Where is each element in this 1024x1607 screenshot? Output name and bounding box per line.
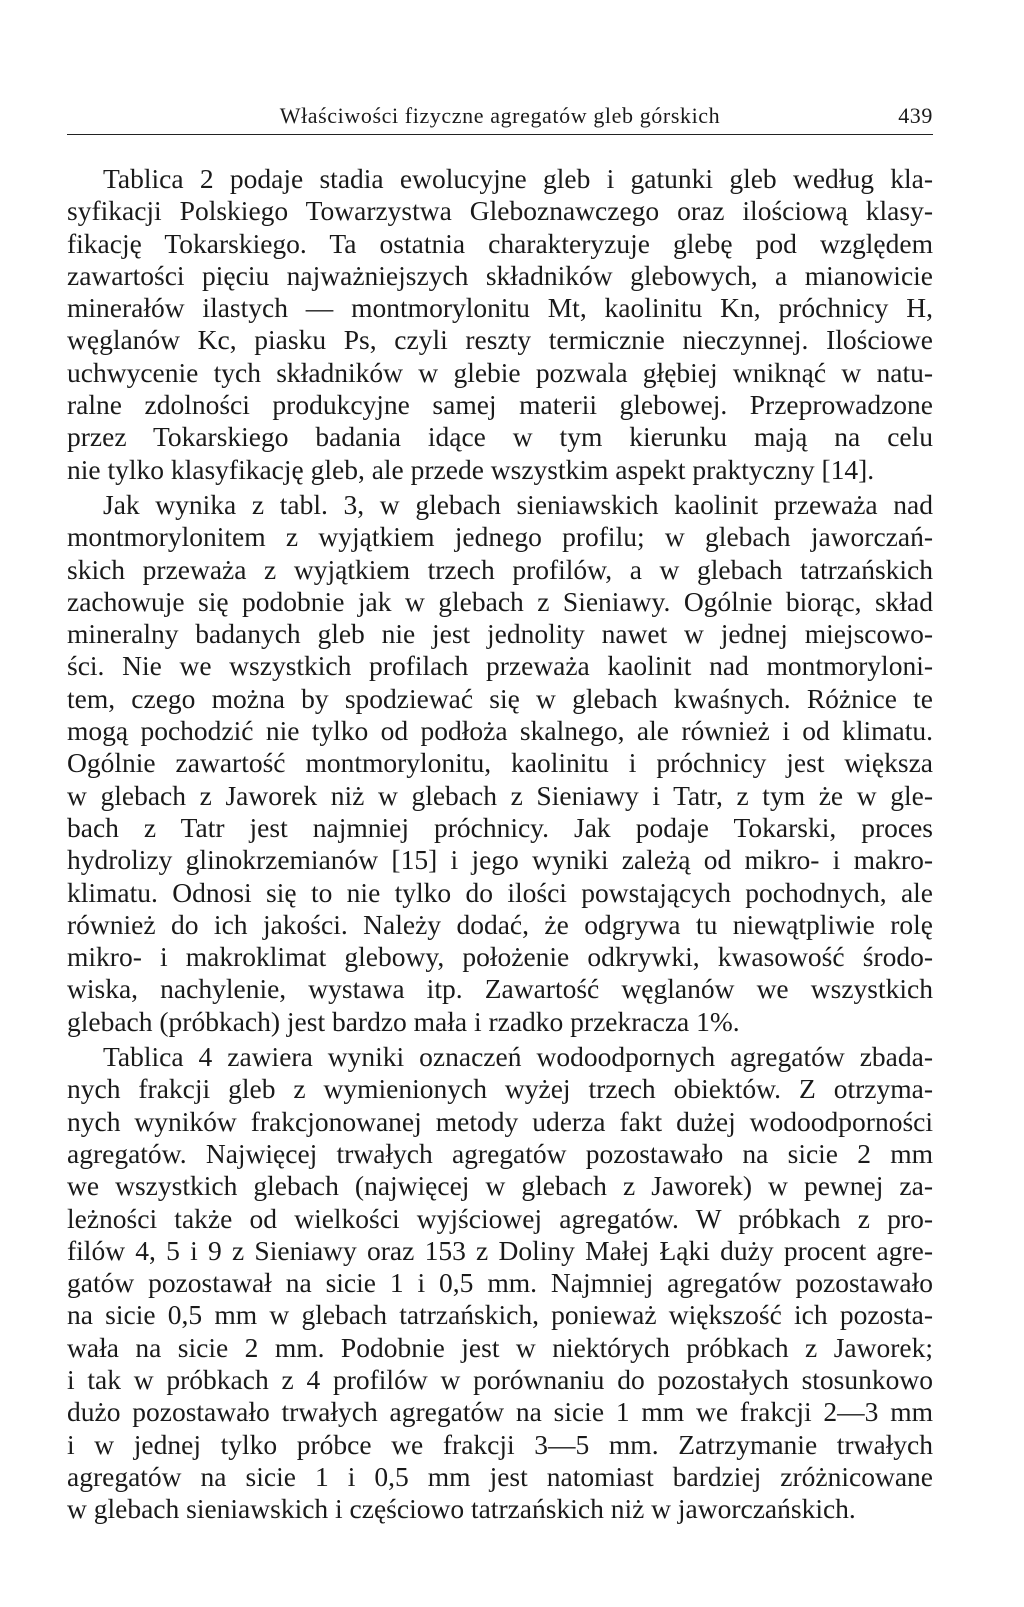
text-line: wiska, nachylenie, wystawa itp. Zawartość węglanów we wszystkich	[67, 973, 933, 1005]
text-line: również do ich jakości. Należy dodać, że odgrywa tu niewątpliwie rolę	[67, 908, 933, 940]
text-line: mineralny badanych gleb nie jest jednolity nawet w jednej miejscowo-	[67, 618, 933, 650]
running-title: Właściwości fizyczne agregatów gleb górskich	[279, 103, 721, 128]
text-line: Tablica 4 zawiera wyniki oznaczeń wodoodpornych agregatów zbada-	[103, 1041, 933, 1073]
text-line: filów 4, 5 i 9 z Sieniawy oraz 153 z Doliny Małej Łąki duży procent agre-	[67, 1234, 933, 1266]
running-header	[67, 100, 933, 135]
text-line: dużo pozostawało trwałych agregatów na sicie 1 mm we frakcji 2—3 mm	[67, 1396, 933, 1428]
text-line: Ogólnie zawartość montmorylonitu, kaolinitu i próchnicy jest większa	[67, 747, 933, 779]
text-line: minerałów ilastych — montmorylonitu Mt, kaolinitu Kn, próchnicy H,	[67, 292, 933, 324]
text-line: agregatów. Najwięcej trwałych agregatów pozostawało na sicie 2 mm	[67, 1137, 933, 1169]
text-line: bach z Tatr jest najmniej próchnicy. Jak podaje Tokarski, proces	[67, 811, 933, 843]
text-line: we wszystkich glebach (najwięcej w glebach z Jaworek) w pewnej za-	[67, 1170, 933, 1202]
paragraph-3	[67, 1041, 933, 1525]
text-line: montmorylonitem z wyjątkiem jednego profilu; w glebach jaworczań-	[67, 521, 933, 553]
text-line: gatów pozostawał na sicie 1 i 0,5 mm. Najmniej agregatów pozostawało	[67, 1267, 933, 1299]
text-line: zachowuje się podobnie jak w glebach z Sieniawy. Ogólnie biorąc, skład	[67, 585, 933, 617]
text-line: wała na sicie 2 mm. Podobnie jest w niektórych próbkach z Jaworek;	[67, 1331, 933, 1363]
page-number: 439	[898, 103, 933, 128]
text-line: glebach (próbkach) jest bardzo mała i rzadko przekracza 1%.	[67, 1005, 740, 1037]
text-line: na sicie 0,5 mm w glebach tatrzańskich, ponieważ większość ich pozosta-	[67, 1299, 933, 1331]
text-line: nych wyników frakcjonowanej metody uderza fakt dużej wodoodporności	[67, 1105, 933, 1137]
text-line: mogą pochodzić nie tylko od podłoża skalnego, ale również i od klimatu.	[67, 715, 933, 747]
text-line: agregatów na sicie 1 i 0,5 mm jest natomiast bardziej zróżnicowane	[67, 1460, 933, 1492]
document-page	[67, 100, 933, 1525]
text-line: tem, czego można by spodziewać się w glebach kwaśnych. Różnice te	[67, 682, 933, 714]
text-line: leżności także od wielkości wyjściowej agregatów. W próbkach z pro-	[67, 1202, 933, 1234]
text-line: przez Tokarskiego badania idące w tym kierunku mają na celu	[67, 421, 933, 453]
text-line: i tak w próbkach z 4 profilów w porównaniu do pozostałych stosunkowo	[67, 1363, 933, 1395]
text-line: uchwycenie tych składników w glebie pozwala głębiej wniknąć w natu-	[67, 356, 933, 388]
text-line: ralne zdolności produkcyjne samej materii glebowej. Przeprowadzone	[67, 389, 933, 421]
text-line: Tablica 2 podaje stadia ewolucyjne gleb i gatunki gleb według kla-	[103, 163, 933, 194]
text-line: fikację Tokarskiego. Ta ostatnia charakteryzuje glebę pod względem	[67, 227, 933, 259]
text-line: w glebach z Jaworek niż w glebach z Sieniawy i Tatr, z tym że w gle-	[67, 779, 933, 811]
text-line: nych frakcji gleb z wymienionych wyżej trzech obiektów. Z otrzyma-	[67, 1073, 933, 1105]
text-line: syfikacji Polskiego Towarzystwa Gleboznawczego oraz ilościową klasy-	[67, 195, 933, 227]
text-line: zawartości pięciu najważniejszych składników glebowych, a mianowicie	[67, 259, 933, 291]
text-line: mikro- i makroklimat glebowy, położenie odkrywki, kwasowość środo-	[67, 941, 933, 973]
text-line: skich przeważa z wyjątkiem trzech profilów, a w glebach tatrzańskich	[67, 553, 933, 585]
body-text	[67, 163, 933, 1525]
text-line: klimatu. Odnosi się to nie tylko do ilości powstających pochodnych, ale	[67, 876, 933, 908]
text-line: nie tylko klasyfikację gleb, ale przede wszystkim aspekt praktyczny [14].	[67, 453, 875, 485]
paragraph-2	[67, 489, 933, 1038]
text-line: w glebach sieniawskich i częściowo tatrzańskich niż w jaworczańskich.	[67, 1493, 856, 1525]
text-line: węglanów Kc, piasku Ps, czyli reszty termicznie nieczynnej. Ilościowe	[67, 324, 933, 356]
text-line: ści. Nie we wszystkich profilach przeważa kaolinit nad montmoryloni-	[67, 650, 933, 682]
text-line: Jak wynika z tabl. 3, w glebach sieniawskich kaolinit przeważa nad	[103, 488, 933, 520]
text-line: i w jednej tylko próbce we frakcji 3—5 mm. Zatrzymanie trwałych	[67, 1428, 933, 1460]
paragraph-1	[67, 163, 933, 486]
text-line: hydrolizy glinokrzemianów [15] i jego wyniki zależą od mikro- i makro-	[67, 844, 933, 876]
